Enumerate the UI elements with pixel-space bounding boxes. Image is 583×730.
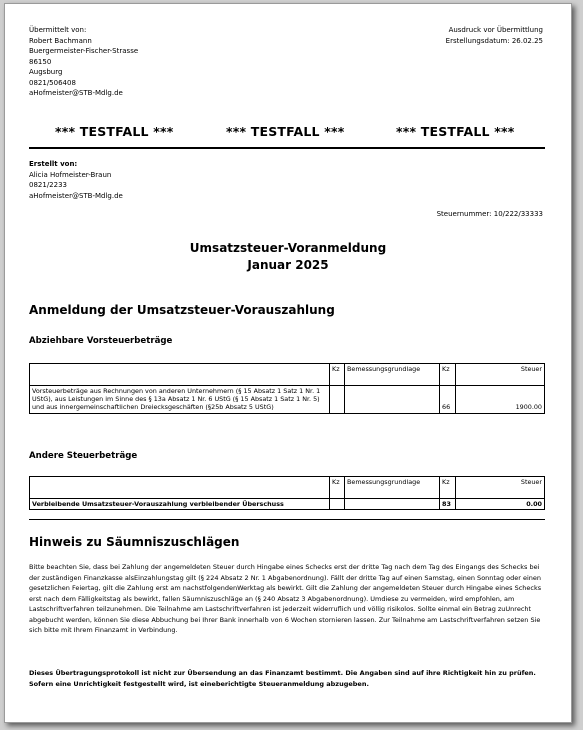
document-page (4, 3, 572, 723)
table-header-kz: Kz (330, 364, 345, 386)
table-header-bemessung: Bemessungsgrundlage (345, 477, 440, 499)
sender-city: Augsburg (29, 68, 63, 76)
divider (29, 519, 545, 520)
testfall-banner: *** TESTFALL *** (226, 124, 345, 139)
row-description: Verbleibende Umsatzsteuer-Vorauszahlung verbleibender Überschuss (30, 499, 330, 510)
row-bemessung (345, 386, 440, 414)
sender-block (29, 25, 138, 99)
table-header-kz: Kz (330, 477, 345, 499)
sender-phone: 0821/506408 (29, 78, 76, 87)
row-kz2: 83 (440, 499, 456, 510)
print-info (446, 25, 543, 46)
vorsteuer-heading: Abziehbare Vorsteuerbeträge (29, 336, 173, 346)
table-header-kz2: Kz (440, 364, 456, 386)
table-header-description (30, 364, 330, 386)
vorsteuer-table (29, 363, 545, 414)
tax-number: Steuernummer: 10/222/33333 (436, 210, 543, 218)
table-header-kz2: Kz (440, 477, 456, 499)
table-header-bemessung: Bemessungsgrundlage (345, 364, 440, 386)
sender-label: Übermittelt von: (29, 26, 87, 34)
row-steuer: 1900.00 (456, 386, 545, 414)
notice-footer: Dieses Übertragungsprotokoll ist nicht zur Übersendung an das Finanzamt bestimmt. Die Angaben sind auf ihre Richtigkeit hin zu prüfen. Sofern eine Unrichtigkeit festgestellt wird, ist eineberichtigte Steueranmeldung abzugeben. (29, 669, 536, 688)
document-period: Januar 2025 (247, 258, 329, 272)
divider (29, 147, 545, 149)
table-header-steuer: Steuer (456, 477, 545, 499)
sender-street: Buergermeister-Fischer-Strasse (29, 47, 139, 55)
sender-email: aHofmeister@STB-Mdlg.de (29, 89, 123, 97)
row-description: Vorsteuerbeträge aus Rechnungen von anderen Unternehmern (§ 15 Absatz 1 Satz 1 Nr. 1 UStG), aus Leistungen im Sinne des § 13a Absatz 1 Nr. 6 UStG (§ 15 Absatz 1 Satz 1 Nr. 5) und aus innergemeinschaftlichen Dreiecksgeschäften (§25b Absatz 5 UStG) (30, 386, 330, 414)
creator-name: Alicia Hofmeister-Braun (29, 170, 112, 179)
andere-table (29, 476, 545, 510)
notice-title: Hinweis zu Säumniszuschlägen (29, 535, 240, 549)
table-header-row (30, 364, 545, 386)
sender-name: Robert Bachmann (29, 36, 92, 45)
creator-label: Erstellt von: (29, 160, 78, 168)
andere-heading: Andere Steuerbeträge (29, 451, 138, 461)
table-header-steuer: Steuer (456, 364, 545, 386)
print-info-line1: Ausdruck vor Übermittlung (448, 26, 543, 34)
creator-email: aHofmeister@STB-Mdlg.de (29, 191, 123, 200)
print-info-date: Erstellungsdatum: 26.02.25 (445, 36, 543, 45)
document-title: Umsatzsteuer-Voranmeldung (189, 241, 387, 255)
table-header-row (30, 477, 545, 499)
testfall-banner: *** TESTFALL *** (396, 124, 515, 139)
row-kz (330, 386, 345, 414)
testfall-banner: *** TESTFALL *** (55, 124, 174, 139)
table-row (30, 386, 545, 414)
notice-body: Bitte beachten Sie, dass bei Zahlung der angemeldeten Steuer durch Hingabe eines Schecks erst der dritte Tag nach dem Tag des Eingangs des Schecks bei der zuständigen Finanzkasse alsEinzahlungstag gilt (§ 224 Absatz 2 Nr. 1 Abgabenordnung). Fällt der dritte Tag auf einen Samstag, einen Sonntag oder einen gesetzlichen Feiertag, gilt die Zahlung erst am nachstfolgendenWerktag als bewirkt. Gilt die Zahlung der angemeldeten Steuer durch Hingabe eines Schecks erst nach dem Fälligkeitstag als bewirkt, fallen Säumniszuschläge an (§ 240 Absatz 3 Abgabenordnung). Umdiese zu vermeiden, wird empfohlen, am Lastschriftverfahren teilzunehmen. Die Teilnahme am Lastschriftverfahren ist jederzeit widerruflich und völlig risikolos. Sollte einmal ein Betrag zuUnrecht abgebucht werden, können Sie diese Abbuchung bei Ihrer Bank innerhalb von 6 Wochen stornieren lassen. Zur Teilnahme am Lastschriftverfahren setzen Sie sich bitte mit Ihrem Finanzamt in Verbindung. (29, 563, 542, 634)
sender-zip: 86150 (29, 57, 52, 66)
creator-phone: 0821/2233 (29, 181, 67, 189)
row-steuer: 0.00 (456, 499, 545, 510)
row-kz (330, 499, 345, 510)
row-bemessung (345, 499, 440, 510)
section-title: Anmeldung der Umsatzsteuer-Vorauszahlung (29, 303, 335, 317)
table-row (30, 499, 545, 510)
creator-block (29, 159, 123, 201)
table-header-description (30, 477, 330, 499)
row-kz2: 66 (440, 386, 456, 414)
